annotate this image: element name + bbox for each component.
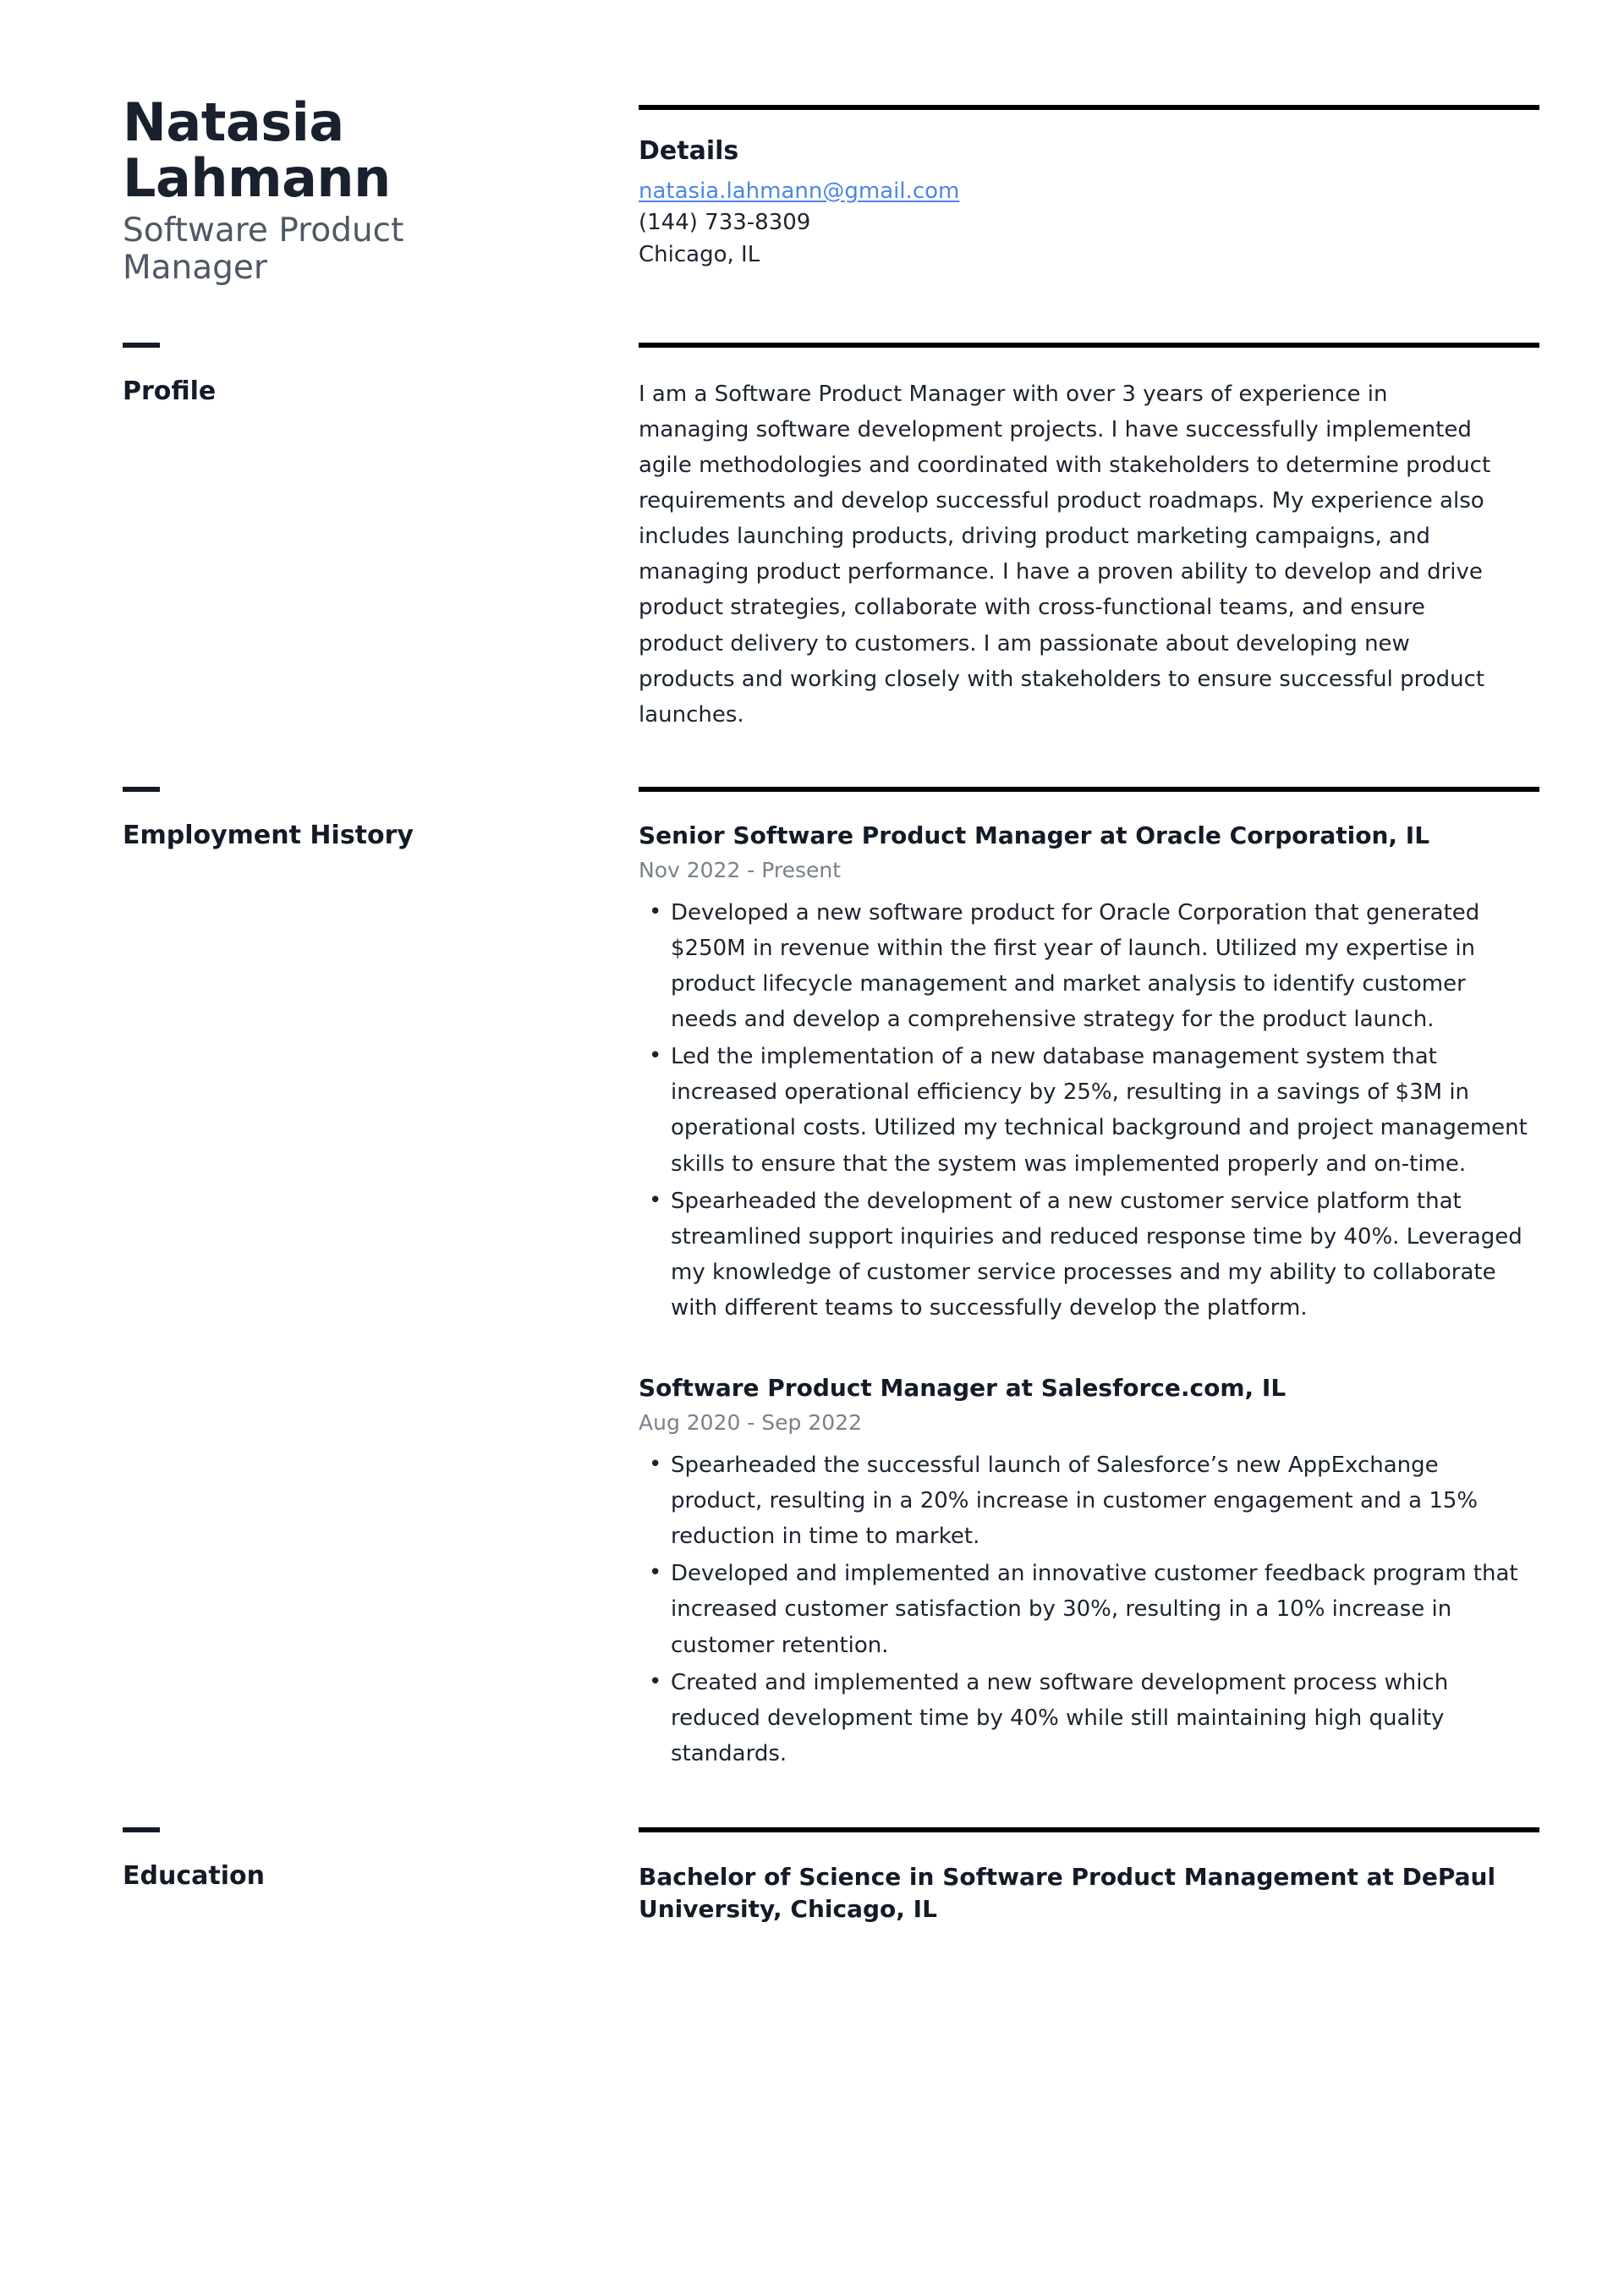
job-heading: Senior Software Product Manager at Oracle Corporation, IL xyxy=(639,821,1430,849)
profile-content-column xyxy=(639,343,1539,733)
detail-email-line xyxy=(639,176,1539,208)
education-content-column xyxy=(639,1827,1539,1925)
profile-label-column xyxy=(123,343,639,407)
employment-label: Employment History xyxy=(123,820,414,850)
details-heading: Details xyxy=(639,136,739,166)
job-bullet-list xyxy=(639,895,1539,1326)
job-date: Nov 2022 - Present xyxy=(639,858,842,883)
job-bullet: • Developed and implemented an innovative customer feedback program that increased customer satisfaction by 30%, resulting in a 10% increase in customer retention. xyxy=(671,1556,1533,1662)
details-divider xyxy=(639,105,1539,110)
job-entry xyxy=(639,821,1539,1326)
detail-phone: (144) 733-8309 xyxy=(639,210,811,236)
job-bullet: • Spearheaded the successful launch of Salesforce’s new AppExchange product, resulting in a 20% increase in customer engagement and a 15% reduction in time to market. xyxy=(671,1447,1533,1554)
education-label-column xyxy=(123,1827,639,1892)
header-identity xyxy=(123,91,639,288)
details-column xyxy=(639,95,1539,272)
section-dash-icon xyxy=(123,343,160,348)
job-heading: Software Product Manager at Salesforce.com, IL xyxy=(639,1374,1287,1403)
profile-label: Profile xyxy=(123,376,217,406)
employment-section xyxy=(0,787,1624,1773)
spacer-education xyxy=(0,1773,1624,1827)
email-link[interactable]: natasia.lahmann@gmail.com xyxy=(639,178,960,204)
job-bullet-list xyxy=(639,1447,1539,1771)
job-bullet: • Developed a new software product for Oracle Corporation that generated $250M in revenue within the first year of launch. Utilized my expertise in product lifecycle management and market analysis to identify customer needs and develop a comprehensive strategy for the product launch. xyxy=(671,895,1533,1037)
education-label: Education xyxy=(123,1860,265,1891)
candidate-job-title: Software Product Manager xyxy=(123,211,404,288)
job-bullet: • Spearheaded the development of a new customer service platform that streamlined support inquiries and reduced response time by 40%. Leveraged my knowledge of customer service processes and my ability to collaborate with different teams to successfully develop the platform. xyxy=(671,1184,1533,1326)
employment-label-column xyxy=(123,787,639,851)
profile-section xyxy=(0,343,1624,733)
profile-text: I am a Software Product Manager with over 3 years of experience in managing software development projects. I have successfully implemented agile methodologies and coordinated with stakeholders to determine product requirements and develop successful product roadmaps. My experience also includes launching products, driving product marketing campaigns, and managing product performance. I have a proven ability to develop and drive product strategies, collaborate with cross-functional teams, and ensure product delivery to customers. I am passionate about developing new products and working closely with stakeholders to ensure successful product launches. xyxy=(639,381,1491,728)
job-bullet: • Created and implemented a new software development process which reduced development time by 40% while still maintaining high quality standards. xyxy=(671,1665,1533,1771)
spacer-profile xyxy=(0,287,1624,343)
section-dash-icon xyxy=(123,787,160,792)
resume-header xyxy=(0,0,1624,287)
section-dash-icon xyxy=(123,1827,160,1832)
detail-location: Chicago, IL xyxy=(639,242,760,268)
education-entry-heading: Bachelor of Science in Software Product Management at DePaul University, Chicago, IL xyxy=(639,1862,1496,1924)
candidate-name: Natasia Lahmann xyxy=(123,91,391,209)
job-entry xyxy=(639,1373,1539,1771)
employment-content-column xyxy=(639,787,1539,1773)
job-date: Aug 2020 - Sep 2022 xyxy=(639,1410,862,1436)
job-bullet: • Led the implementation of a new database management system that increased operational efficiency by 25%, resulting in a savings of $3M in operational costs. Utilized my technical background and project management skills to ensure that the system was implemented properly and on-time. xyxy=(671,1039,1533,1181)
education-section xyxy=(0,1827,1624,1925)
spacer-employment xyxy=(0,733,1624,787)
